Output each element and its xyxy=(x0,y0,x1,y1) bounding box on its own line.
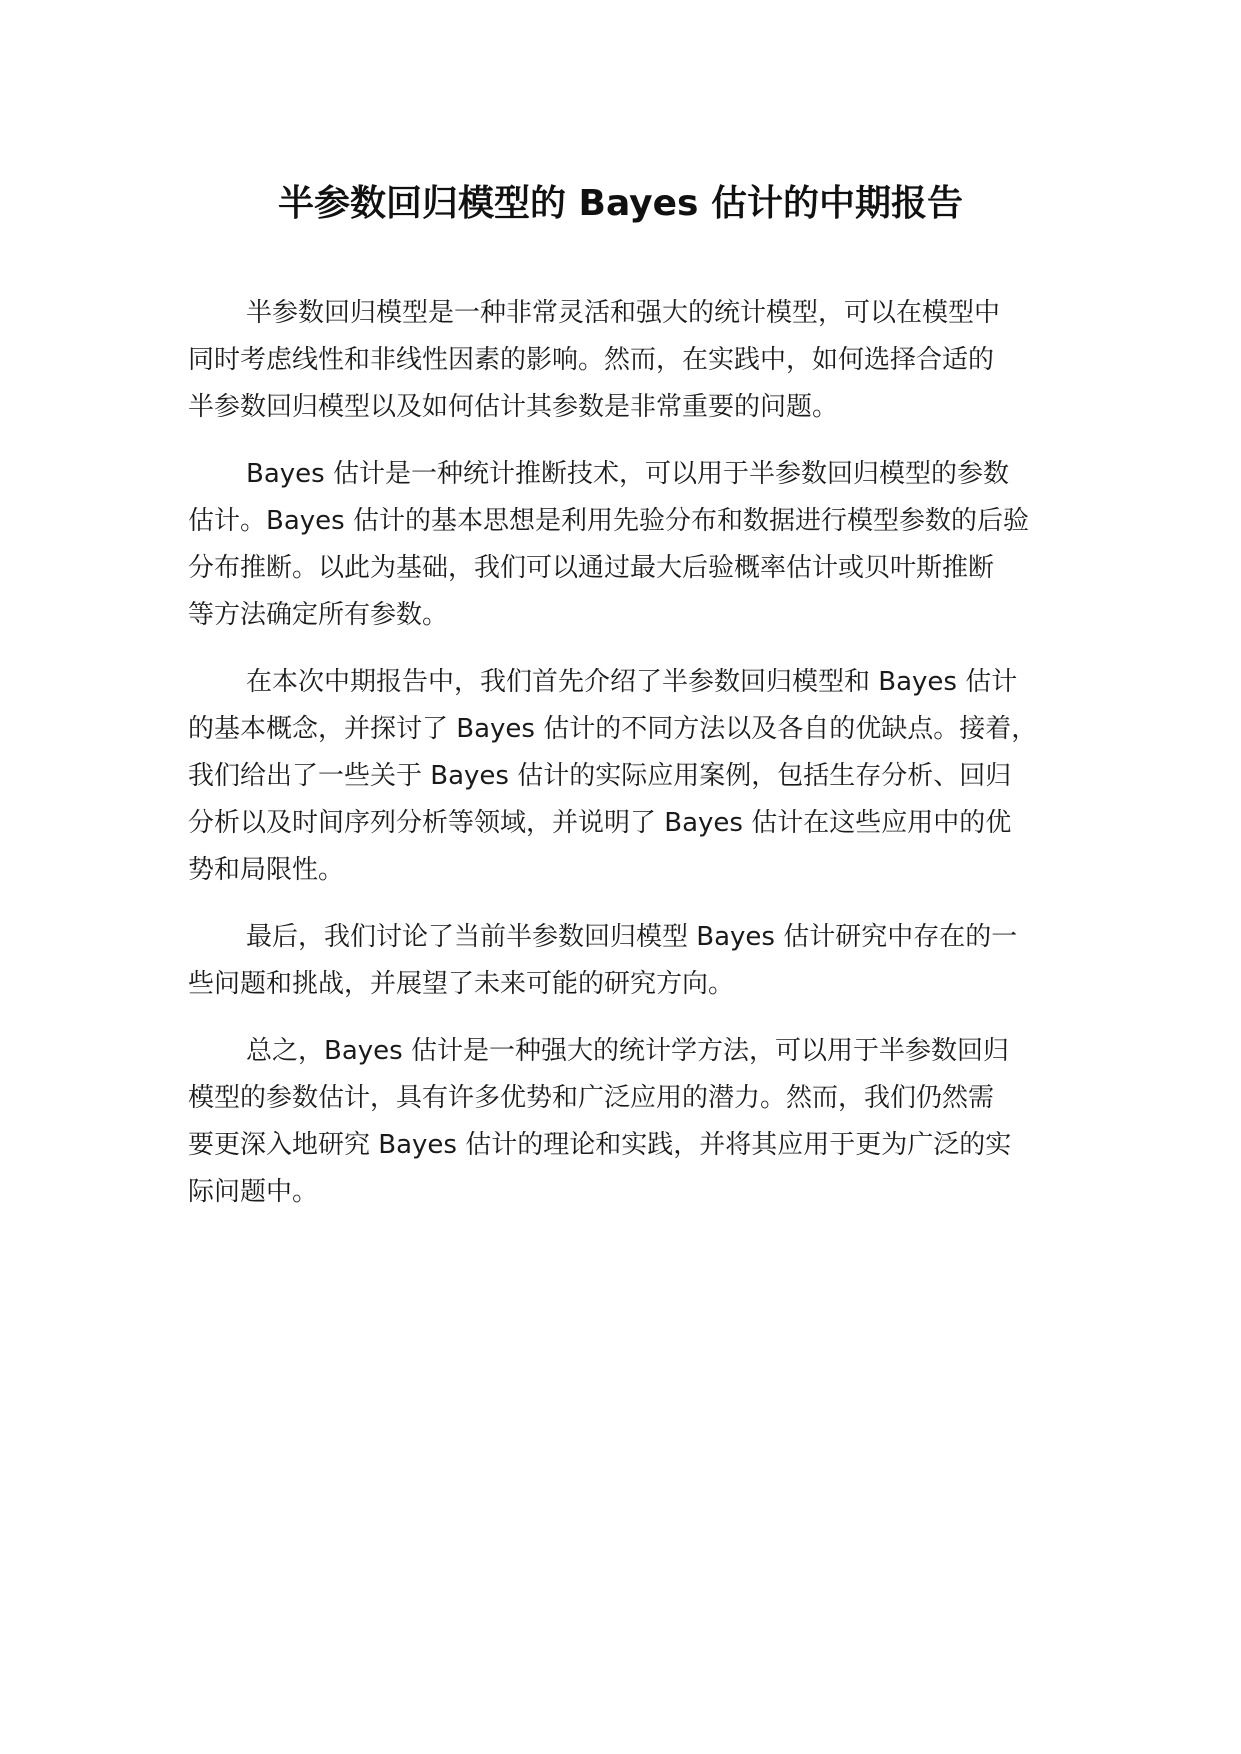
paragraph-line: 的基本概念，并探讨了 Bayes 估计的不同方法以及各自的优缺点。接着， xyxy=(188,714,1038,744)
paragraph-line: 估计。Bayes 估计的基本思想是利用先验分布和数据进行模型参数的后验 xyxy=(188,506,1029,536)
paragraph-line: 最后，我们讨论了当前半参数回归模型 Bayes 估计研究中存在的一 xyxy=(246,922,1018,952)
paragraph-3 xyxy=(188,659,1088,894)
paragraph-line: 半参数回归模型以及如何估计其参数是非常重要的问题。 xyxy=(188,392,839,422)
paragraph-line: 总之，Bayes 估计是一种强大的统计学方法，可以用于半参数回归 xyxy=(246,1036,1009,1066)
paragraph-line: 半参数回归模型是一种非常灵活和强大的统计模型，可以在模型中 xyxy=(246,298,1001,328)
document-title: 半参数回归模型的 Bayes 估计的中期报告 xyxy=(277,183,963,224)
document-body xyxy=(188,290,1088,1236)
paragraph-line: Bayes 估计是一种统计推断技术，可以用于半参数回归模型的参数 xyxy=(246,459,1009,489)
paragraph-line: 模型的参数估计，具有许多优势和广泛应用的潜力。然而，我们仍然需 xyxy=(188,1083,995,1113)
paragraph-line: 分析以及时间序列分析等领域，并说明了 Bayes 估计在这些应用中的优 xyxy=(188,808,1012,838)
paragraph-2 xyxy=(188,451,1088,639)
paragraph-line: 要更深入地研究 Bayes 估计的理论和实践，并将其应用于更为广泛的实 xyxy=(188,1130,1012,1160)
paragraph-line: 我们给出了一些关于 Bayes 估计的实际应用案例，包括生存分析、回归 xyxy=(188,761,1012,791)
paragraph-line: 等方法确定所有参数。 xyxy=(188,600,449,630)
paragraph-line: 同时考虑线性和非线性因素的影响。然而，在实践中，如何选择合适的 xyxy=(188,345,995,375)
paragraph-line: 在本次中期报告中，我们首先介绍了半参数回归模型和 Bayes 估计 xyxy=(246,667,1018,697)
paragraph-5 xyxy=(188,1028,1088,1216)
paragraph-line: 些问题和挑战，并展望了未来可能的研究方向。 xyxy=(188,969,735,999)
paragraph-4 xyxy=(188,914,1088,1008)
paragraph-line: 分布推断。以此为基础，我们可以通过最大后验概率估计或贝叶斯推断 xyxy=(188,553,995,583)
paragraph-line: 势和局限性。 xyxy=(188,855,345,885)
paragraph-line: 际问题中。 xyxy=(188,1177,319,1207)
paragraph-1 xyxy=(188,290,1088,431)
